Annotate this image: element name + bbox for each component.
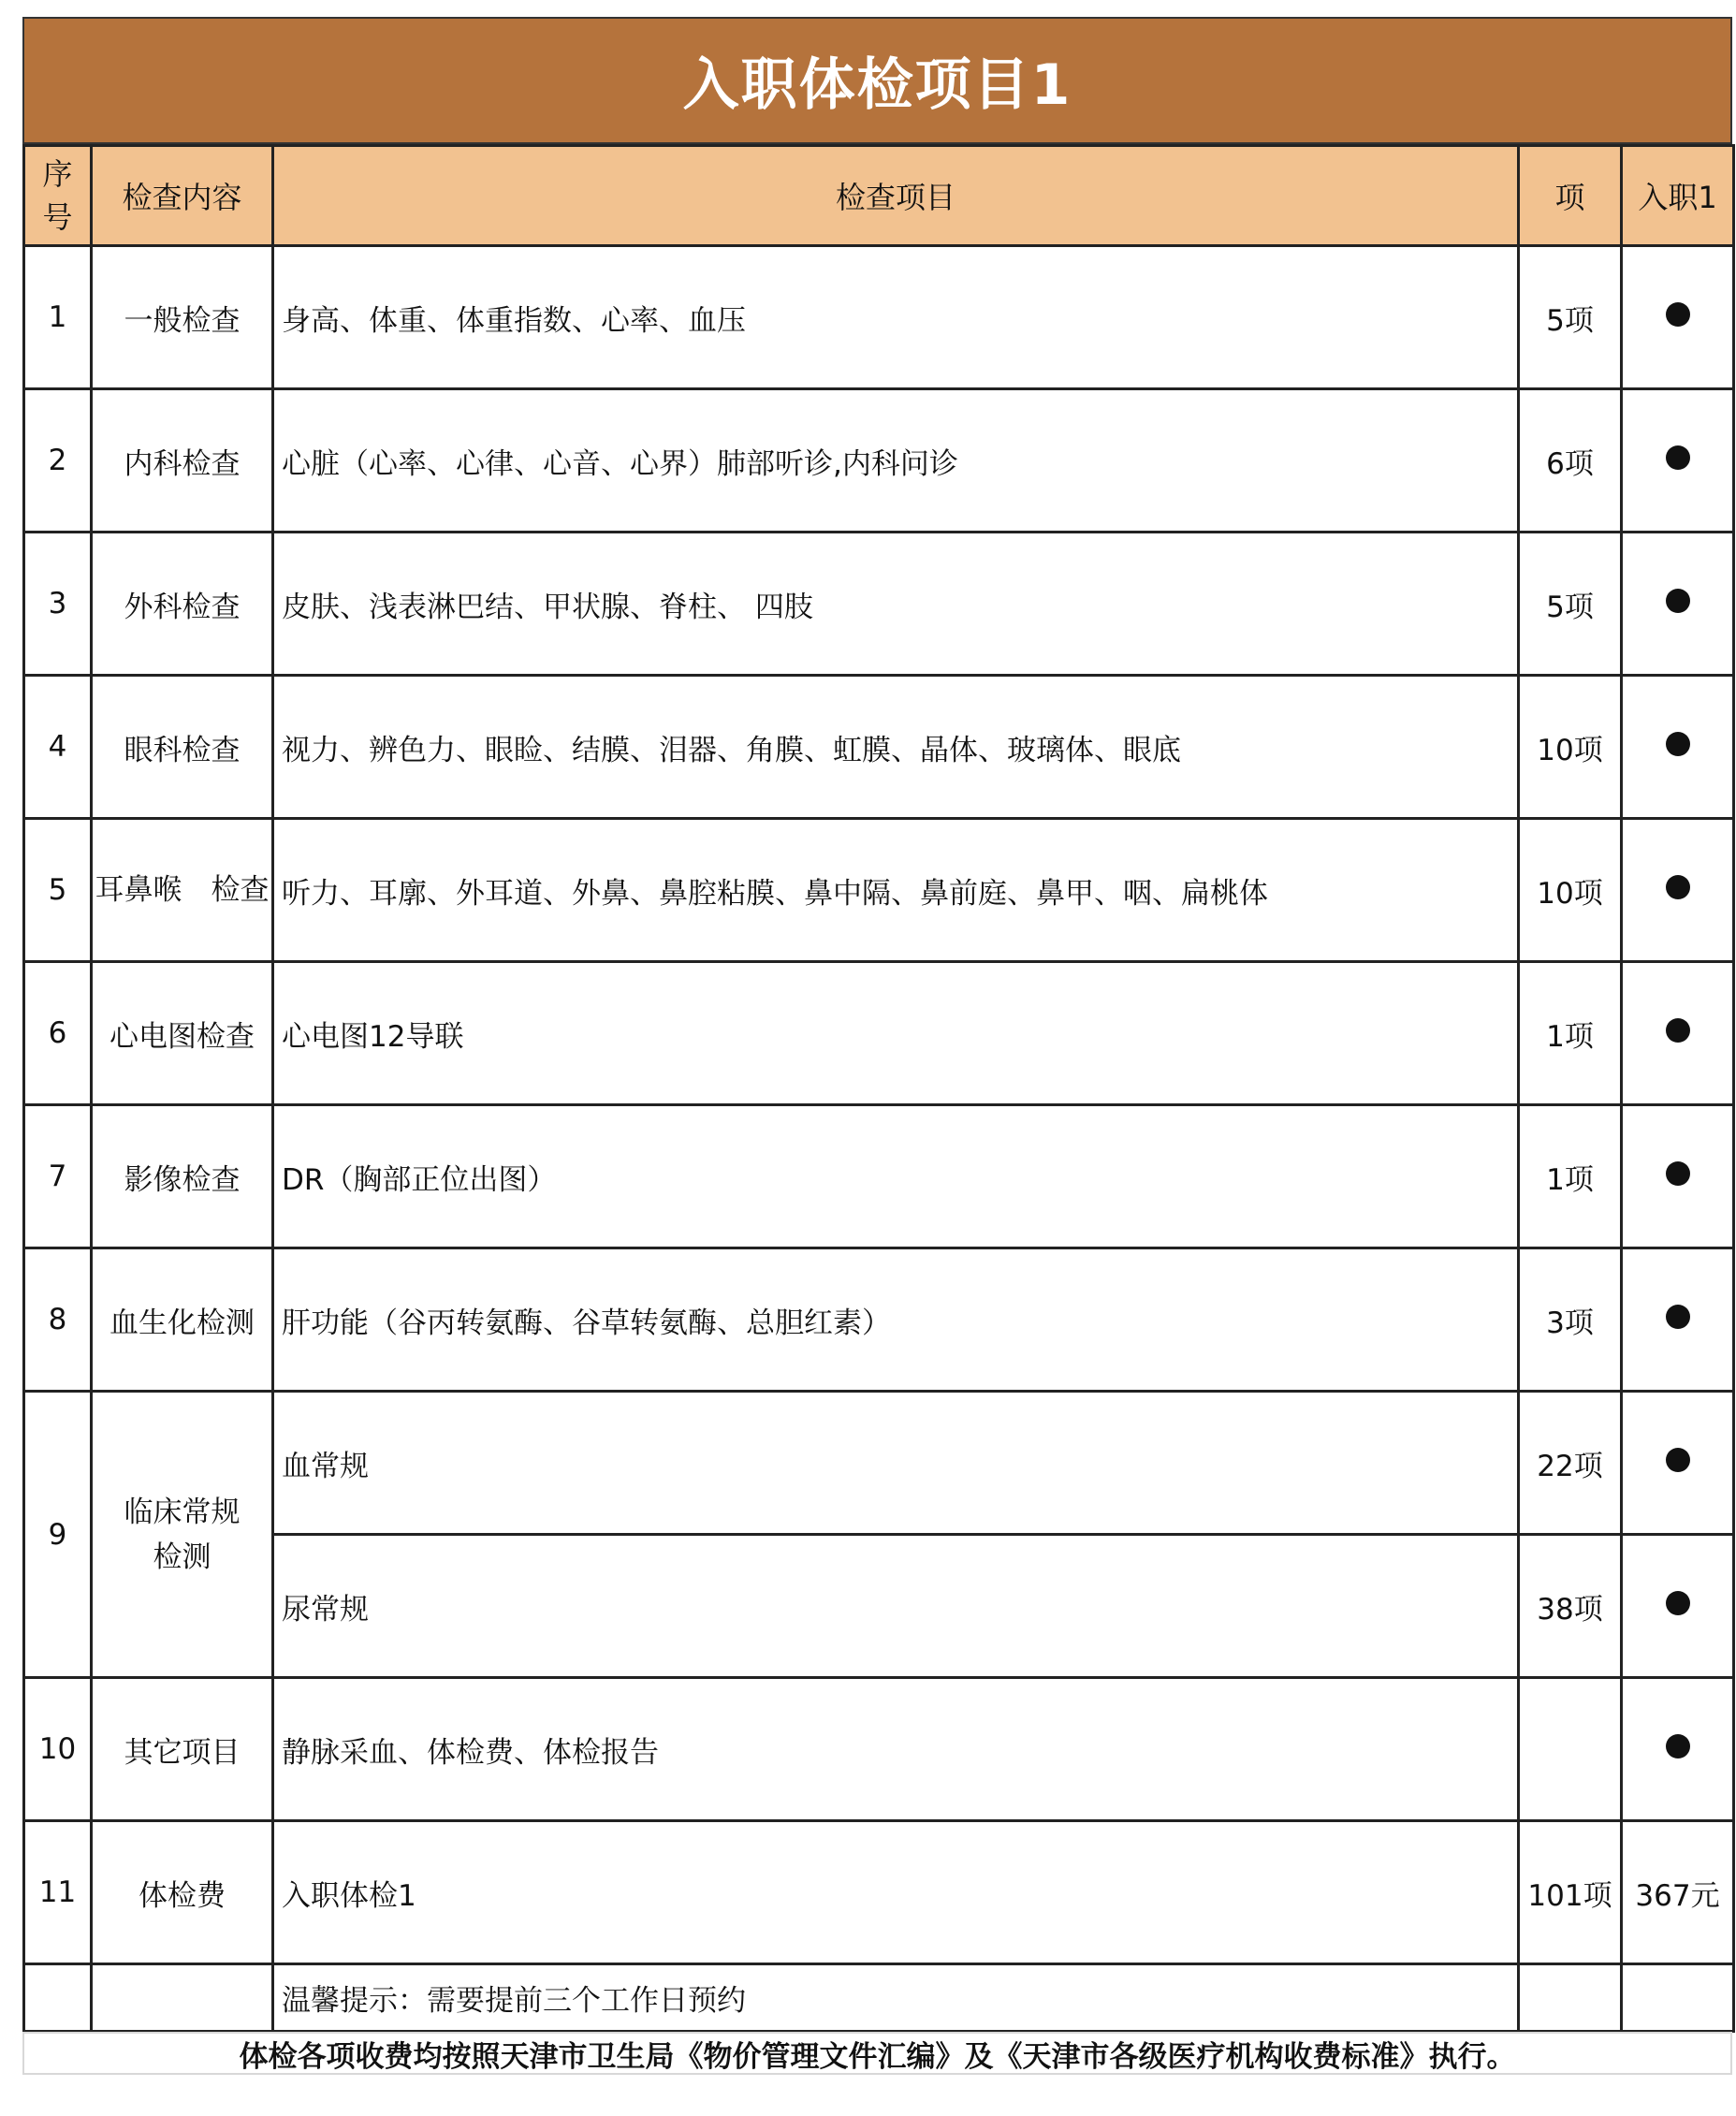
row-count: 1项: [1519, 962, 1622, 1105]
row-seq: 11: [24, 1821, 92, 1964]
row-items: 心脏（心率、心律、心音、心界）肺部听诊,内科问诊: [273, 389, 1519, 533]
row-count: 10项: [1519, 676, 1622, 819]
header-package: 入职1: [1622, 146, 1734, 246]
table-row: [24, 1248, 1734, 1392]
table-row: [24, 1535, 1734, 1678]
table-row: [24, 676, 1734, 819]
row-count: 3项: [1519, 1248, 1622, 1392]
included-dot-icon: [1666, 875, 1690, 899]
row-included-cell: [1622, 1248, 1734, 1392]
row-items: 身高、体重、体重指数、心率、血压: [273, 246, 1519, 389]
row-included-cell: [1622, 389, 1734, 533]
tip-empty-category: [92, 1964, 273, 2032]
included-dot-icon: [1666, 732, 1690, 756]
row-count: 10项: [1519, 819, 1622, 962]
row-included-cell: [1622, 1678, 1734, 1821]
included-dot-icon: [1666, 589, 1690, 613]
row-seq: 10: [24, 1678, 92, 1821]
included-dot-icon: [1666, 1018, 1690, 1043]
table-row: [24, 533, 1734, 676]
row-included-cell: [1622, 1105, 1734, 1248]
included-dot-icon: [1666, 1305, 1690, 1329]
row-included-cell: [1622, 819, 1734, 962]
row-seq: 7: [24, 1105, 92, 1248]
sheet-title: 入职体检项目1: [22, 17, 1732, 144]
table-row: [24, 1105, 1734, 1248]
row-items: 入职体检1: [273, 1821, 1519, 1964]
fee-note: 体检各项收费均按照天津市卫生局《物价管理文件汇编》及《天津市各级医疗机构收费标准》执行。: [22, 2032, 1732, 2075]
row-items: 肝功能（谷丙转氨酶、谷草转氨酶、总胆红素）: [273, 1248, 1519, 1392]
row-category: 外科检查: [92, 533, 273, 676]
row-count: 5项: [1519, 533, 1622, 676]
row-count: 101项: [1519, 1821, 1622, 1964]
row-category: 体检费: [92, 1821, 273, 1964]
table-row: [24, 1392, 1734, 1535]
header-seq-label: 序 号: [42, 156, 73, 235]
header-items: 检查项目: [273, 146, 1519, 246]
row-count: 38项: [1519, 1535, 1622, 1678]
table-row: [24, 246, 1734, 389]
row-items: 视力、辨色力、眼睑、结膜、泪器、角膜、虹膜、晶体、玻璃体、眼底: [273, 676, 1519, 819]
row-seq: 6: [24, 962, 92, 1105]
row-items: 心电图12导联: [273, 962, 1519, 1105]
row-items: 静脉采血、体检费、体检报告: [273, 1678, 1519, 1821]
row-category: 临床常规检测: [92, 1392, 273, 1678]
table-row: [24, 1678, 1734, 1821]
row-count: 5项: [1519, 246, 1622, 389]
header-content: 检查内容: [92, 146, 273, 246]
row-count: [1519, 1678, 1622, 1821]
row-seq: 4: [24, 676, 92, 819]
row-seq: 2: [24, 389, 92, 533]
included-dot-icon: [1666, 1734, 1690, 1758]
row-count: 6项: [1519, 389, 1622, 533]
exam-sheet: [22, 17, 1732, 2033]
row-seq: 8: [24, 1248, 92, 1392]
included-dot-icon: [1666, 1448, 1690, 1472]
row-included-cell: [1622, 676, 1734, 819]
included-dot-icon: [1666, 1161, 1690, 1186]
row-count: 22项: [1519, 1392, 1622, 1535]
row-items: 尿常规: [273, 1535, 1519, 1678]
row-category: 血生化检测: [92, 1248, 273, 1392]
row-included-cell: [1622, 533, 1734, 676]
tip-row: [24, 1964, 1734, 2032]
tip-empty-package: [1622, 1964, 1734, 2032]
row-items: DR（胸部正位出图）: [273, 1105, 1519, 1248]
included-dot-icon: [1666, 1591, 1690, 1615]
table-row: [24, 1821, 1734, 1964]
row-included-cell: [1622, 1392, 1734, 1535]
row-category: 其它项目: [92, 1678, 273, 1821]
included-dot-icon: [1666, 302, 1690, 327]
row-included-cell: [1622, 962, 1734, 1105]
row-seq: 1: [24, 246, 92, 389]
tip-empty-count: [1519, 1964, 1622, 2032]
tip-empty-seq: [24, 1964, 92, 2032]
header-count: 项: [1519, 146, 1622, 246]
tip-text: 温馨提示：需要提前三个工作日预约: [273, 1964, 1519, 2032]
included-dot-icon: [1666, 445, 1690, 470]
row-count: 1项: [1519, 1105, 1622, 1248]
row-category: 眼科检查: [92, 676, 273, 819]
table-row: [24, 962, 1734, 1105]
row-seq: 3: [24, 533, 92, 676]
row-category: 内科检查: [92, 389, 273, 533]
row-category: 影像检查: [92, 1105, 273, 1248]
exam-table: [22, 144, 1735, 2033]
row-items: 皮肤、浅表淋巴结、甲状腺、脊柱、 四肢: [273, 533, 1519, 676]
row-included-cell: [1622, 1535, 1734, 1678]
row-seq: 9: [24, 1392, 92, 1678]
header-seq: [24, 146, 92, 246]
row-seq: 5: [24, 819, 92, 962]
row-category: 心电图检查: [92, 962, 273, 1105]
table-row: [24, 389, 1734, 533]
table-header-row: [24, 146, 1734, 246]
row-included-cell: [1622, 246, 1734, 389]
row-items: 听力、耳廓、外耳道、外鼻、鼻腔粘膜、鼻中隔、鼻前庭、鼻甲、咽、扁桃体: [273, 819, 1519, 962]
row-category: 耳鼻喉 检查: [92, 819, 273, 962]
row-items: 血常规: [273, 1392, 1519, 1535]
table-row: [24, 819, 1734, 962]
row-category: 一般检查: [92, 246, 273, 389]
row-price: 367元: [1622, 1821, 1734, 1964]
